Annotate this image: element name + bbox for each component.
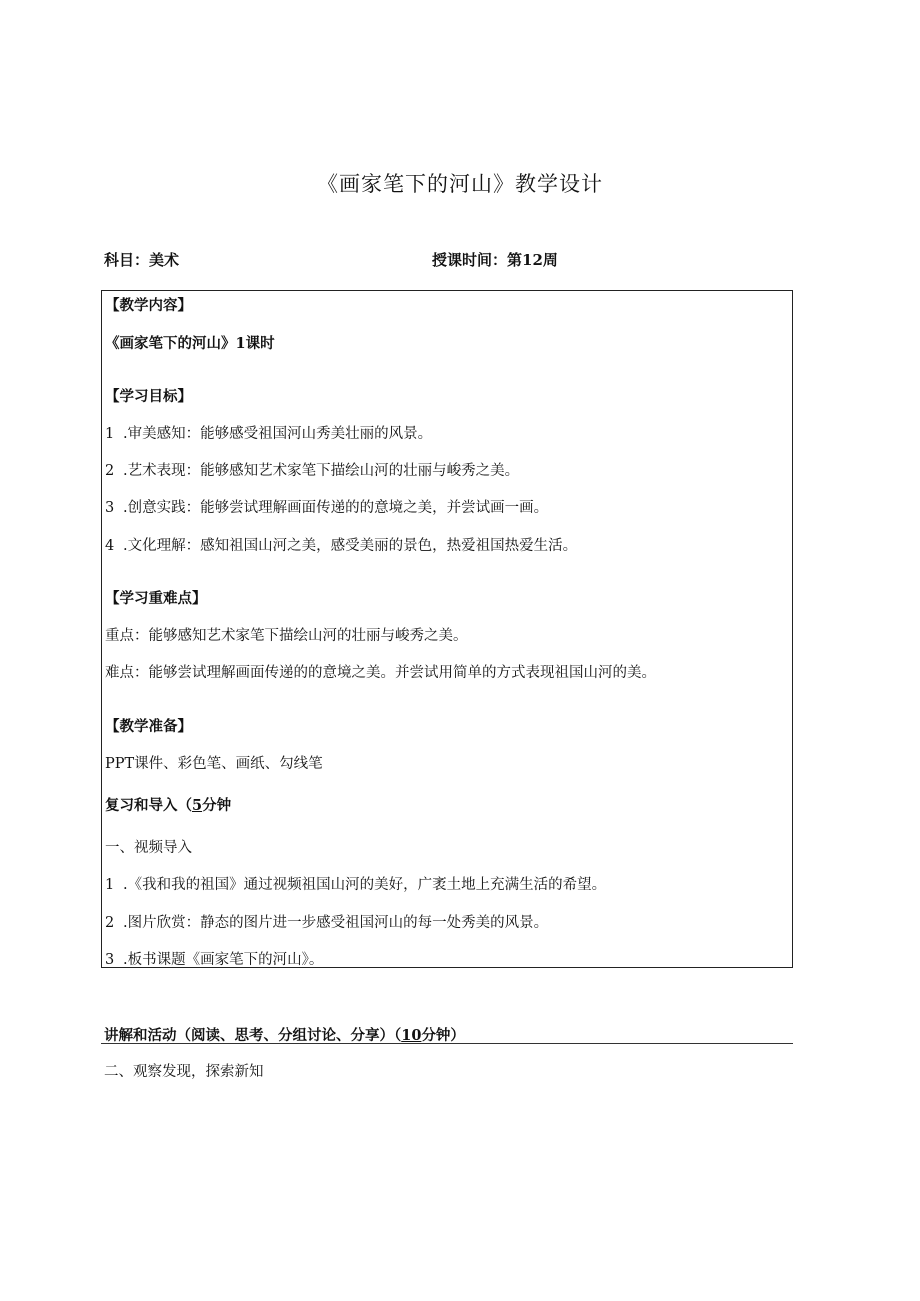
key-point-text: 重点：能够感知艺术家笔下描绘山河的壮丽与峻秀之美。 (105, 628, 468, 644)
step-number: 1 (105, 877, 115, 893)
step-text: .板书课题《画家笔下的河山》。 (123, 952, 324, 968)
activity-heading (104, 1024, 465, 1045)
intro-heading: 一、视频导入 (105, 840, 192, 856)
step-item-2 (105, 911, 548, 932)
lesson-title: 《画家笔下的河山》1课时 (105, 335, 275, 352)
heading-teaching-content: 【教学内容】 (105, 297, 192, 314)
class-time-label: 授课时间：第12周 (432, 251, 558, 269)
heading-key-points: 【学习重难点】 (105, 590, 207, 607)
goal-number: 1 (105, 426, 115, 442)
lesson-plan-box (101, 290, 793, 968)
step-item-3 (105, 948, 323, 969)
preparation-text: PPT课件、彩色笔、画纸、勾线笔 (105, 756, 323, 772)
review-heading-prefix: 复习和导入（ (105, 797, 192, 814)
step-item-1 (105, 873, 606, 894)
activity-heading-suffix: 分钟） (421, 1027, 465, 1044)
goal-number: 2 (105, 463, 115, 479)
activity-minutes: 10 (401, 1027, 422, 1044)
observe-heading: 二、观察发现，探索新知 (104, 1064, 264, 1080)
goal-number: 4 (105, 538, 115, 554)
goal-item-1 (105, 422, 432, 443)
review-heading-suffix: 分钟 (202, 797, 232, 814)
review-heading (105, 794, 231, 815)
goal-item-2 (105, 459, 519, 480)
goal-text: .创意实践：能够尝试理解画面传递的的意境之美，并尝试画一画。 (123, 500, 549, 516)
document-title: 《画家笔下的河山》教学设计 (317, 172, 603, 196)
goal-item-4 (105, 534, 577, 555)
section-divider (101, 1043, 793, 1044)
heading-preparation: 【教学准备】 (105, 718, 192, 735)
heading-learning-goals: 【学习目标】 (105, 388, 192, 405)
goal-text: .艺术表现：能够感知艺术家笔下描绘山河的壮丽与峻秀之美。 (123, 463, 520, 479)
step-number: 3 (105, 952, 115, 968)
review-minutes: 5 (192, 797, 203, 814)
step-text: .《我和我的祖国》通过视频祖国山河的美好，广袤土地上充满生活的希望。 (123, 877, 607, 893)
goal-number: 3 (105, 500, 115, 516)
goal-text: .审美感知：能够感受祖国河山秀美壮丽的风景。 (123, 426, 433, 442)
activity-heading-prefix: 讲解和活动（阅读、思考、分组讨论、分享）（ (104, 1027, 402, 1044)
difficulty-text: 难点：能够尝试理解画面传递的的意境之美。并尝试用简单的方式表现祖国山河的美。 (105, 665, 656, 681)
goal-item-3 (105, 496, 548, 517)
step-number: 2 (105, 915, 115, 931)
goal-text: .文化理解：感知祖国山河之美，感受美丽的景色，热爱祖国热爱生活。 (123, 538, 578, 554)
subject-label: 科目：美术 (104, 251, 180, 269)
step-text: .图片欣赏：静态的图片进一步感受祖国河山的每一处秀美的风景。 (123, 915, 549, 931)
